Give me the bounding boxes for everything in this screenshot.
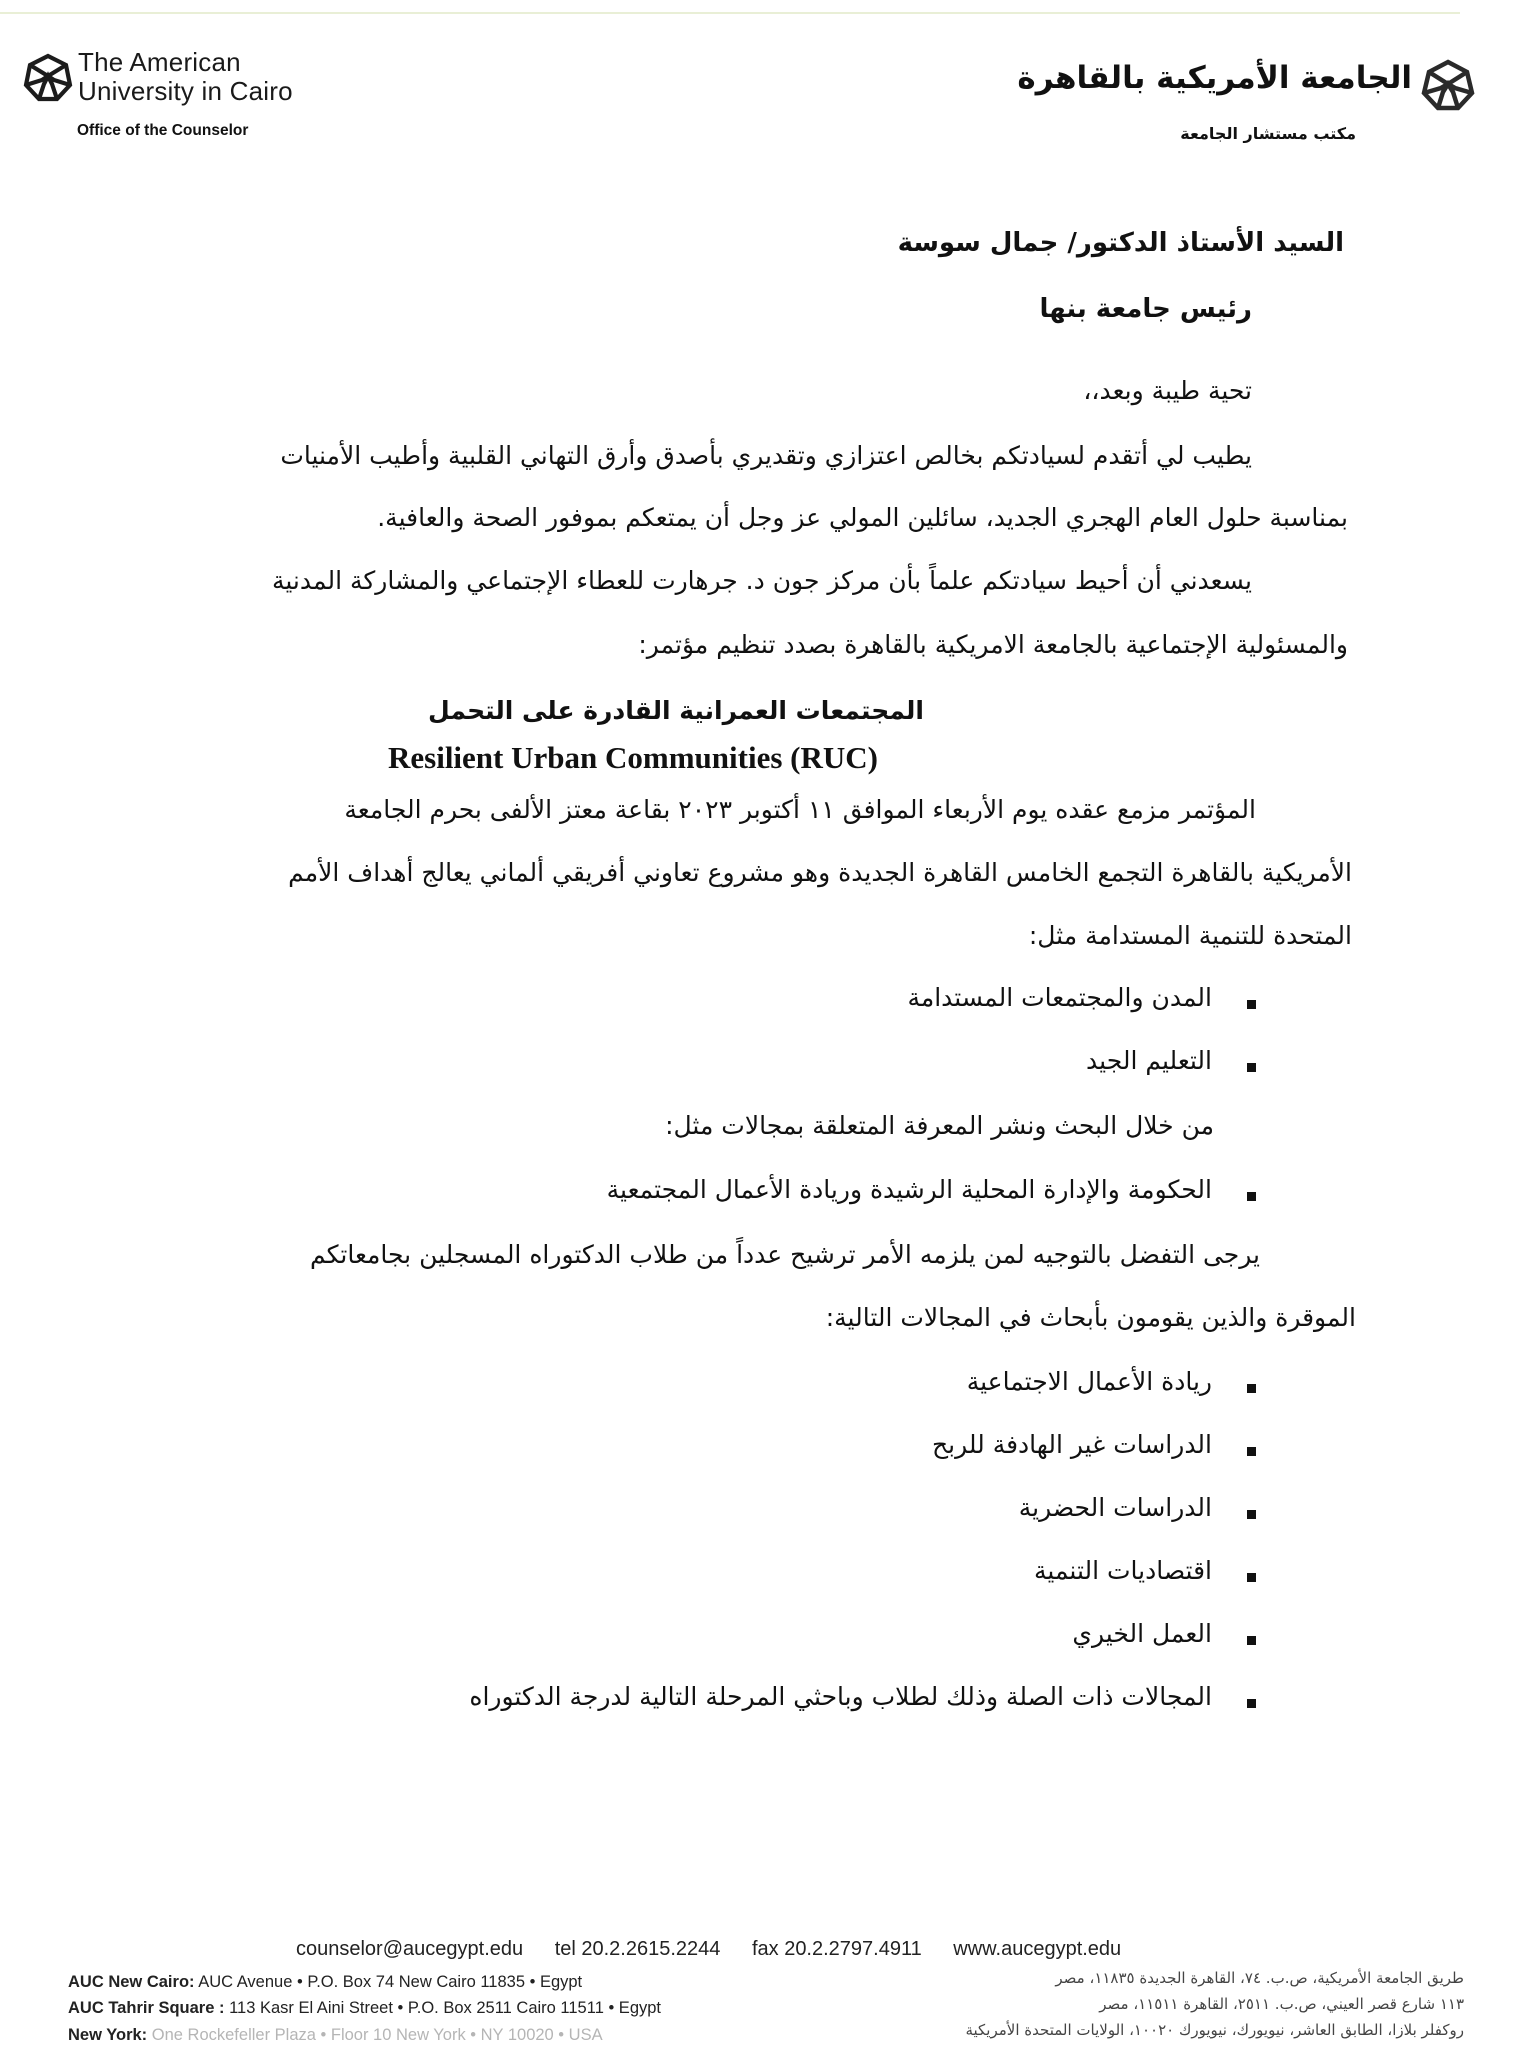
recipient-name: السيد الأستاذ الدكتور/ جمال سوسة bbox=[897, 228, 1344, 258]
bullet-icon bbox=[1247, 1699, 1256, 1708]
address-new-cairo-label: AUC New Cairo: bbox=[68, 1973, 195, 1991]
address-tahrir-label: AUC Tahrir Square : bbox=[68, 1999, 225, 2017]
university-name-en-line2: University in Cairo bbox=[78, 76, 293, 106]
bullet-icon bbox=[1247, 1063, 1256, 1072]
address-new-york bbox=[68, 2026, 603, 2045]
address-ar-line-2: ١١٣ شارع قصر العيني، ص.ب. ٢٥١١، القاهرة ١١٥١١، مصر bbox=[1099, 1995, 1464, 2013]
auc-logo-icon-ar bbox=[1420, 58, 1476, 112]
list-item: العمل الخيري bbox=[1072, 1619, 1212, 1648]
conference-title-en: Resilient Urban Communities (RUC) bbox=[388, 740, 878, 775]
research-intro: من خلال البحث ونشر المعرفة المتعلقة بمجالات مثل: bbox=[665, 1111, 1214, 1140]
list-item: التعليم الجيد bbox=[1086, 1046, 1212, 1075]
footer-contact-bar bbox=[296, 1938, 1236, 1961]
bullet-icon bbox=[1247, 1510, 1256, 1519]
footer-email-link[interactable]: counselor@aucegypt.edu bbox=[296, 1938, 524, 1960]
conference-title-ar: المجتمعات العمرانية القادرة على التحمل bbox=[428, 696, 924, 725]
bullet-icon bbox=[1247, 1447, 1256, 1456]
bullet-icon bbox=[1247, 1000, 1256, 1009]
address-new-cairo bbox=[68, 1973, 582, 1992]
address-tahrir bbox=[68, 1999, 661, 2018]
address-tahrir-text: 113 Kasr El Aini Street • P.O. Box 2511 Cairo 11511 • Egypt bbox=[229, 1999, 662, 2017]
address-new-york-label: New York: bbox=[68, 2026, 148, 2044]
paragraph-2-line-2: والمسئولية الإجتماعية بالجامعة الامريكية بالقاهرة بصدد تنظيم مؤتمر: bbox=[638, 630, 1348, 659]
list-item: المجالات ذات الصلة وذلك لطلاب وباحثي المرحلة التالية لدرجة الدكتوراه bbox=[469, 1682, 1212, 1711]
paragraph-3-line-2: الأمريكية بالقاهرة التجمع الخامس القاهرة الجديدة وهو مشروع تعاوني أفريقي ألماني يعالج أهداف الأمم bbox=[288, 858, 1352, 887]
list-item: الحكومة والإدارة المحلية الرشيدة وريادة الأعمال المجتمعية bbox=[606, 1175, 1212, 1204]
list-item: ريادة الأعمال الاجتماعية bbox=[966, 1367, 1212, 1396]
address-ar-line-1: طريق الجامعة الأمريكية، ص.ب. ٧٤، القاهرة الجديدة ١١٨٣٥، مصر bbox=[1055, 1969, 1464, 1987]
paragraph-4-line-2: الموقرة والذين يقومون بأبحاث في المجالات التالية: bbox=[825, 1303, 1356, 1332]
recipient-title: رئيس جامعة بنها bbox=[1039, 294, 1252, 324]
paragraph-4-line-1: يرجى التفضل بالتوجيه لمن يلزمه الأمر ترشيح عدداً من طلاب الدكتوراه المسجلين بجامعاتكم bbox=[309, 1240, 1260, 1269]
footer-fax: fax 20.2.2797.4911 bbox=[751, 1938, 922, 1960]
paragraph-3-line-1: المؤتمر مزمع عقده يوم الأربعاء الموافق ١١ أكتوبر ٢٠٢٣ بقاعة معتز الألفى بحرم الجامعة bbox=[344, 795, 1256, 824]
top-rule bbox=[0, 12, 1460, 14]
paragraph-1-line-2: بمناسبة حلول العام الهجري الجديد، سائلين المولي عز وجل أن يمتعكم بموفور الصحة والعافية. bbox=[377, 503, 1348, 532]
address-new-cairo-text: AUC Avenue • P.O. Box 74 New Cairo 11835 • Egypt bbox=[198, 1973, 583, 1991]
paragraph-3-line-3: المتحدة للتنمية المستدامة مثل: bbox=[1028, 921, 1352, 950]
list-item: الدراسات الحضرية bbox=[1018, 1493, 1212, 1522]
university-name-en-line1: The American bbox=[78, 47, 241, 77]
auc-logo-icon bbox=[22, 52, 74, 102]
list-item: الدراسات غير الهادفة للربح bbox=[931, 1430, 1212, 1459]
list-item: المدن والمجتمعات المستدامة bbox=[907, 983, 1212, 1012]
university-name-ar: الجامعة الأمريكية بالقاهرة bbox=[1017, 60, 1412, 96]
footer-tel: tel 20.2.2615.2244 bbox=[554, 1938, 721, 1960]
office-name-en: Office of the Counselor bbox=[77, 122, 249, 139]
paragraph-1-line-1: يطيب لي أتقدم لسيادتكم بخالص اعتزازي وتقديري بأصدق وأرق التهاني القلبية وأطيب الأمنيات bbox=[280, 441, 1252, 470]
office-name-ar: مكتب مستشار الجامعة bbox=[1180, 124, 1356, 143]
bullet-icon bbox=[1247, 1384, 1256, 1393]
address-ar-line-3: روكفلر بلازا، الطابق العاشر، نيويورك، نيويورك ١٠٠٢٠، الولايات المتحدة الأمريكية bbox=[965, 2021, 1464, 2039]
bullet-icon bbox=[1247, 1636, 1256, 1645]
bullet-icon bbox=[1247, 1192, 1256, 1201]
address-new-york-text: One Rockefeller Plaza • Floor 10 New York • NY 10020 • USA bbox=[151, 2026, 603, 2044]
university-name-en bbox=[78, 48, 293, 106]
paragraph-2-line-1: يسعدني أن أحيط سيادتكم علماً بأن مركز جون د. جرهارت للعطاء الإجتماعي والمشاركة المدنية bbox=[271, 566, 1252, 595]
greeting: تحية طيبة وبعد،، bbox=[1083, 376, 1252, 405]
footer-website-link[interactable]: www.aucegypt.edu bbox=[953, 1938, 1122, 1960]
list-item: اقتصاديات التنمية bbox=[1034, 1556, 1212, 1585]
bullet-icon bbox=[1247, 1573, 1256, 1582]
